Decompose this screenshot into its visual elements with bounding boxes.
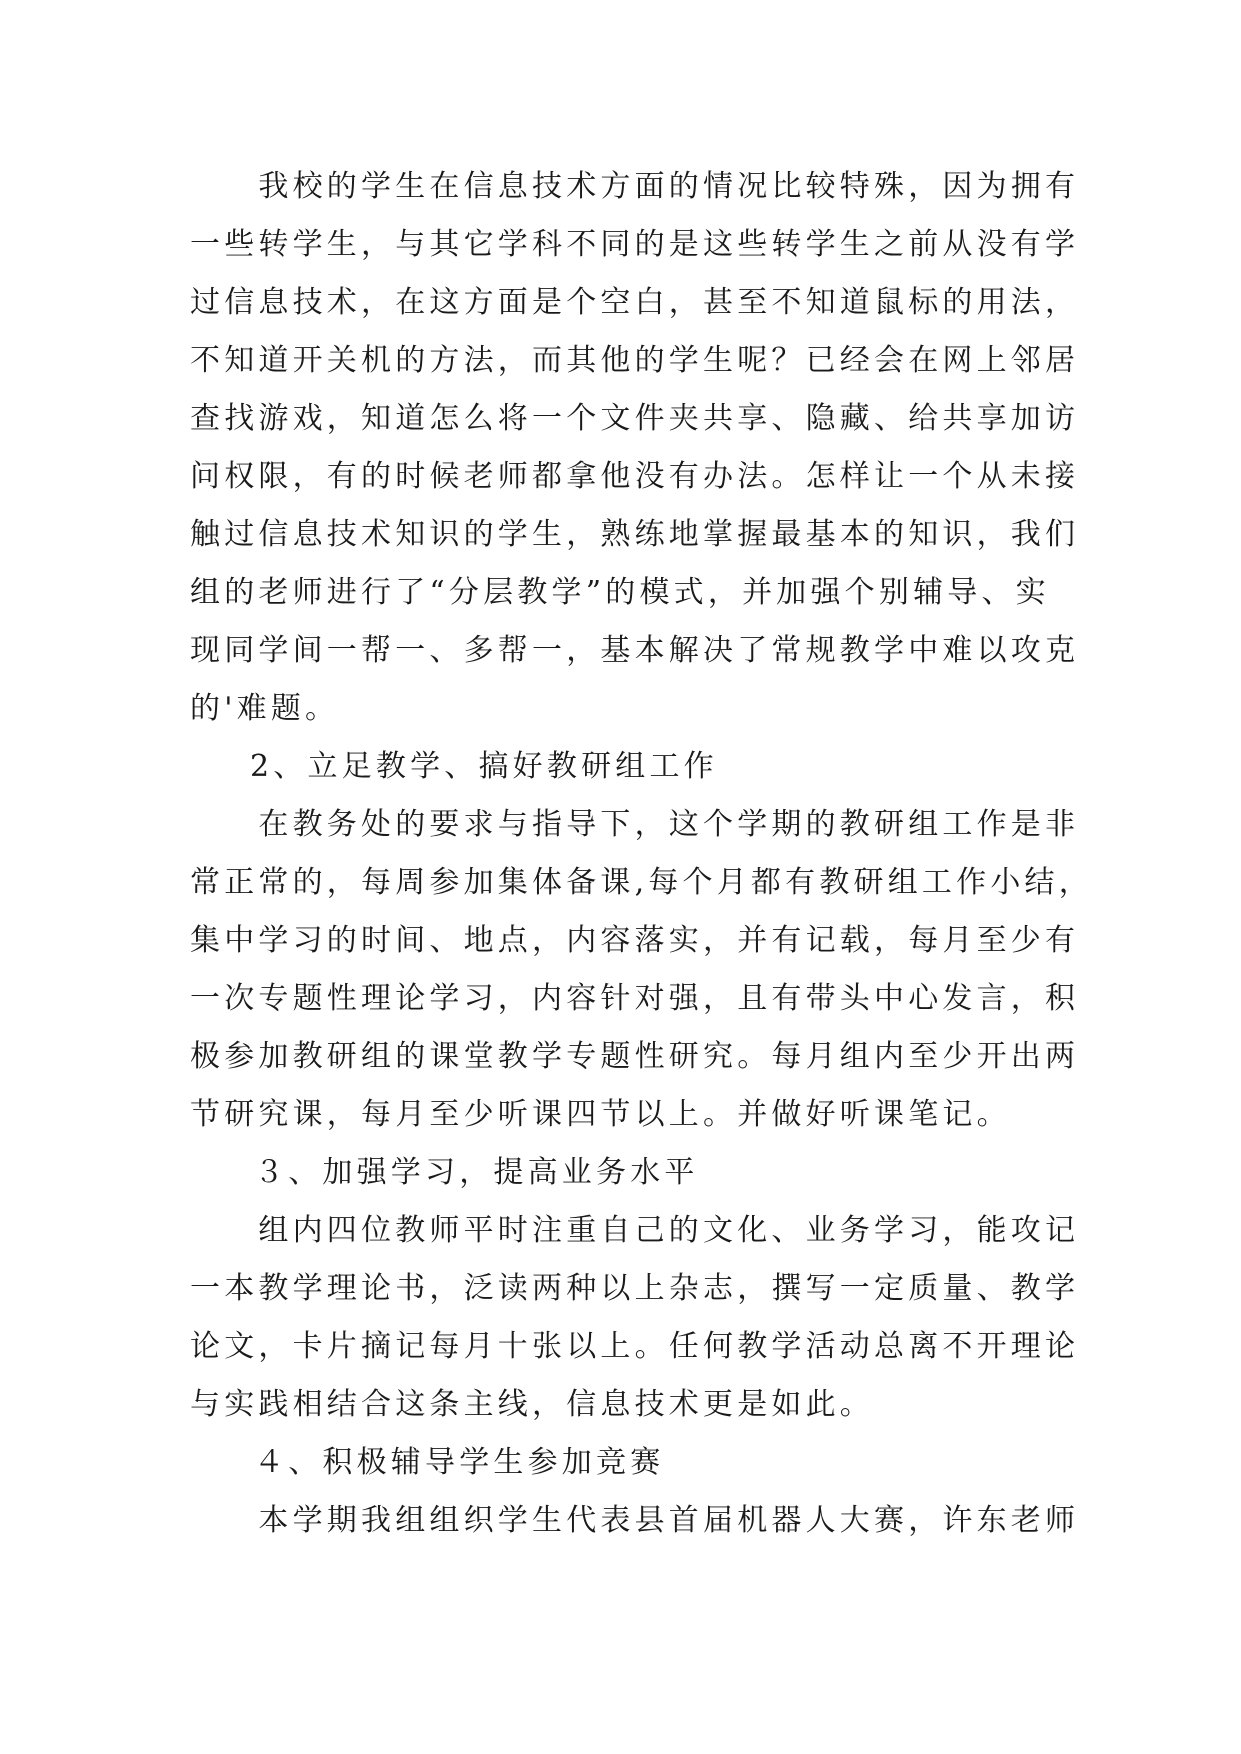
paragraph-line: 一本教学理论书，泛读两种以上杂志，撰写一定质量、教学	[190, 1271, 1080, 1306]
paragraph-line: 过信息技术，在这方面是个空白，甚至不知道鼠标的用法，	[190, 285, 1080, 320]
paragraph-line: 问权限，有的时候老师都拿他没有办法。怎样让一个从未接	[190, 459, 1080, 494]
paragraph-line: 节研究课，每月至少听课四节以上。并做好听课笔记。	[190, 1097, 1011, 1132]
paragraph-line: 现同学间一帮一、多帮一，基本解决了常规教学中难以攻克	[190, 633, 1080, 668]
paragraph-line: 与实践相结合这条主线，信息技术更是如此。	[190, 1387, 874, 1422]
paragraph-line: 的'难题。	[190, 691, 340, 726]
section-heading: ４、积极辅导学生参加竞赛	[254, 1445, 665, 1480]
paragraph-line: 查找游戏，知道怎么将一个文件夹共享、隐藏、给共享加访	[190, 401, 1080, 436]
section-heading: ３、加强学习，提高业务水平	[254, 1155, 699, 1190]
paragraph-line: 我校的学生在信息技术方面的情况比较特殊，因为拥有	[190, 169, 1080, 204]
paragraph-line: 极参加教研组的课堂教学专题性研究。每月组内至少开出两	[190, 1039, 1080, 1074]
paragraph-line: 本学期我组组织学生代表县首届机器人大赛，许东老师	[190, 1503, 1080, 1538]
paragraph-line: 不知道开关机的方法，而其他的学生呢？已经会在网上邻居	[190, 343, 1080, 378]
paragraph-line: 组的老师进行了“分层教学”的模式，并加强个别辅导、实	[190, 575, 1050, 610]
paragraph-line: 组内四位教师平时注重自己的文化、业务学习，能攻记	[190, 1213, 1080, 1248]
paragraph-line: 一些转学生，与其它学科不同的是这些转学生之前从没有学	[190, 227, 1080, 262]
paragraph-line: 在教务处的要求与指导下，这个学期的教研组工作是非	[190, 807, 1080, 842]
paragraph-line: 常正常的，每周参加集体备课,每个月都有教研组工作小结，	[190, 865, 1093, 900]
paragraph-line: 论文，卡片摘记每月十张以上。任何教学活动总离不开理论	[190, 1329, 1080, 1364]
document-body	[190, 158, 1093, 1550]
paragraph-line: 一次专题性理论学习，内容针对强，且有带头中心发言，积	[190, 981, 1080, 1016]
paragraph-line: 集中学习的时间、地点，内容落实，并有记载，每月至少有	[190, 923, 1080, 958]
section-heading: 2、立足教学、搞好教研组工作	[250, 749, 718, 784]
paragraph-line: 触过信息技术知识的学生，熟练地掌握最基本的知识，我们	[190, 517, 1080, 552]
